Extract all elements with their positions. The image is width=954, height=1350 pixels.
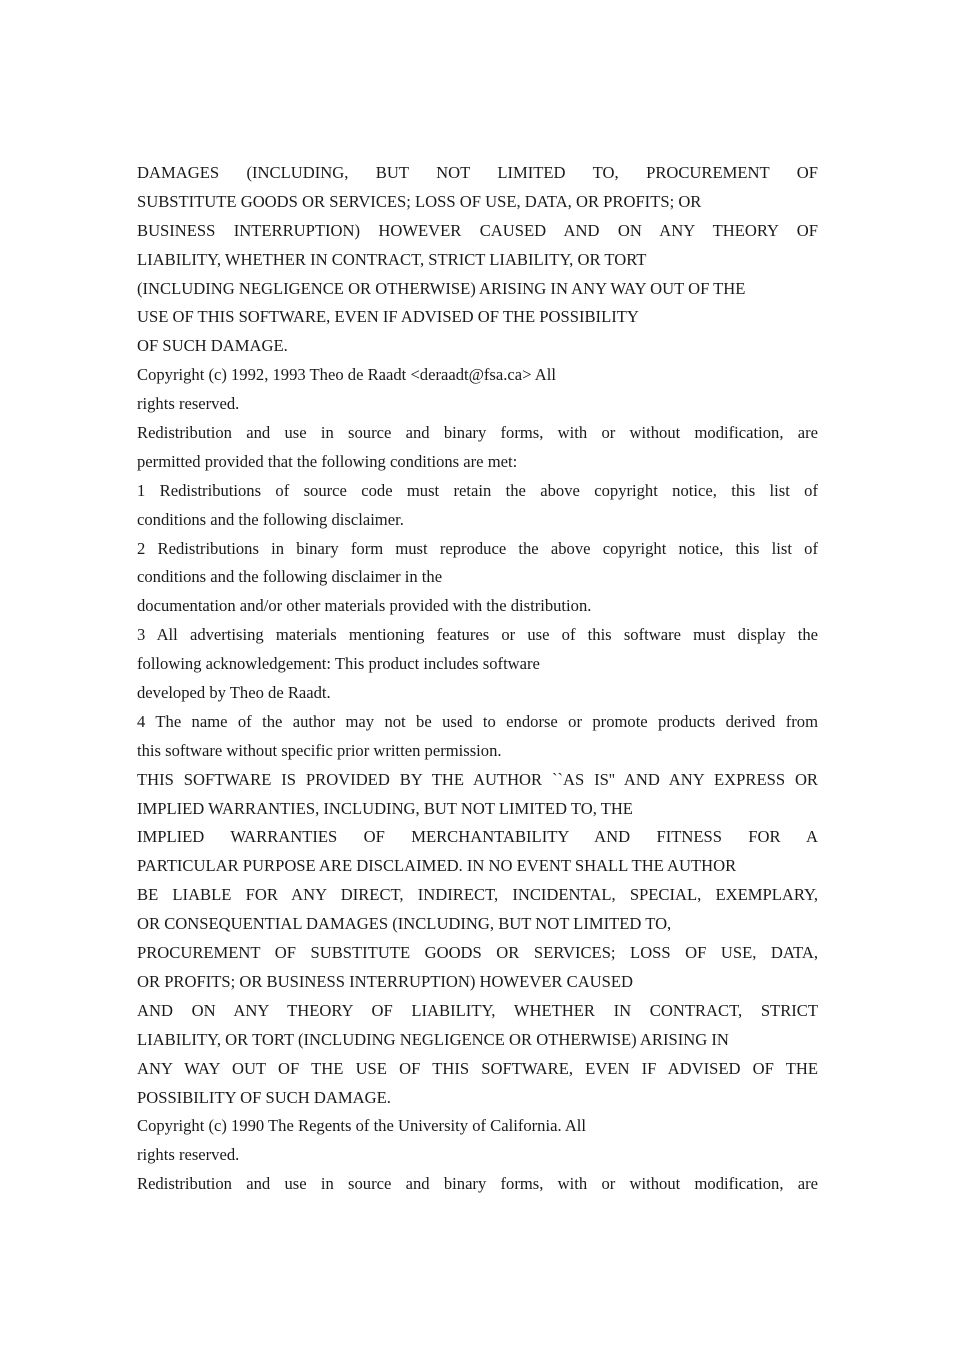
text-line: USE OF THIS SOFTWARE, EVEN IF ADVISED OF THE POSSIBILITY: [137, 307, 639, 327]
text-line: Redistribution and use in source and binary forms, with or without modification, are: [137, 1174, 818, 1194]
text-line: PARTICULAR PURPOSE ARE DISCLAIMED. IN NO EVENT SHALL THE AUTHOR: [137, 856, 737, 876]
text-line: 2 Redistributions in binary form must reproduce the above copyright notice, this list of: [137, 538, 818, 558]
text-line: developed by Theo de Raadt.: [137, 683, 331, 703]
text-line: BE LIABLE FOR ANY DIRECT, INDIRECT, INCIDENTAL, SPECIAL, EXEMPLARY,: [137, 885, 818, 905]
text-line: OR PROFITS; OR BUSINESS INTERRUPTION) HOWEVER CAUSED: [137, 971, 634, 991]
text-line: documentation and/or other materials provided with the distribution.: [137, 596, 592, 616]
text-line: SUBSTITUTE GOODS OR SERVICES; LOSS OF USE, DATA, OR PROFITS; OR: [137, 191, 702, 211]
text-line: 3 All advertising materials mentioning features or use of this software must display the: [137, 625, 818, 645]
text-line: PROCUREMENT OF SUBSTITUTE GOODS OR SERVICES; LOSS OF USE, DATA,: [137, 943, 818, 963]
text-line: IMPLIED WARRANTIES OF MERCHANTABILITY AND FITNESS FOR A: [137, 827, 818, 847]
text-line: Redistribution and use in source and binary forms, with or without modification, are: [137, 423, 818, 443]
text-line: permitted provided that the following conditions are met:: [137, 451, 518, 471]
text-line: 4 The name of the author may not be used to endorse or promote products derived from: [137, 711, 818, 731]
text-line: conditions and the following disclaimer.: [137, 509, 404, 529]
text-line: conditions and the following disclaimer in the: [137, 567, 443, 587]
text-line: POSSIBILITY OF SUCH DAMAGE.: [137, 1087, 391, 1107]
text-line: LIABILITY, OR TORT (INCLUDING NEGLIGENCE OR OTHERWISE) ARISING IN: [137, 1029, 729, 1049]
text-line: this software without specific prior written permission.: [137, 740, 502, 760]
text-line: AND ON ANY THEORY OF LIABILITY, WHETHER IN CONTRACT, STRICT: [137, 1000, 818, 1020]
text-line: OF SUCH DAMAGE.: [137, 336, 288, 356]
text-line: IMPLIED WARRANTIES, INCLUDING, BUT NOT LIMITED TO, THE: [137, 798, 633, 818]
text-line: rights reserved.: [137, 394, 240, 414]
text-line: (INCLUDING NEGLIGENCE OR OTHERWISE) ARISING IN ANY WAY OUT OF THE: [137, 278, 746, 298]
document-body: [137, 159, 818, 1199]
text-line: Copyright (c) 1992, 1993 Theo de Raadt <deraadt@fsa.ca> All: [137, 365, 556, 385]
text-line: following acknowledgement: This product includes software: [137, 654, 540, 674]
text-line: THIS SOFTWARE IS PROVIDED BY THE AUTHOR ``AS IS'' AND ANY EXPRESS OR: [137, 769, 818, 789]
text-line: rights reserved.: [137, 1145, 240, 1165]
text-line: BUSINESS INTERRUPTION) HOWEVER CAUSED AND ON ANY THEORY OF: [137, 220, 818, 240]
text-line: ANY WAY OUT OF THE USE OF THIS SOFTWARE, EVEN IF ADVISED OF THE: [137, 1058, 818, 1078]
text-line: Copyright (c) 1990 The Regents of the University of California. All: [137, 1116, 587, 1136]
text-line: DAMAGES (INCLUDING, BUT NOT LIMITED TO, PROCUREMENT OF: [137, 163, 818, 182]
text-line: OR CONSEQUENTIAL DAMAGES (INCLUDING, BUT NOT LIMITED TO,: [137, 914, 672, 934]
text-line: LIABILITY, WHETHER IN CONTRACT, STRICT LIABILITY, OR TORT: [137, 249, 647, 269]
text-line: 1 Redistributions of source code must retain the above copyright notice, this list of: [137, 480, 818, 500]
